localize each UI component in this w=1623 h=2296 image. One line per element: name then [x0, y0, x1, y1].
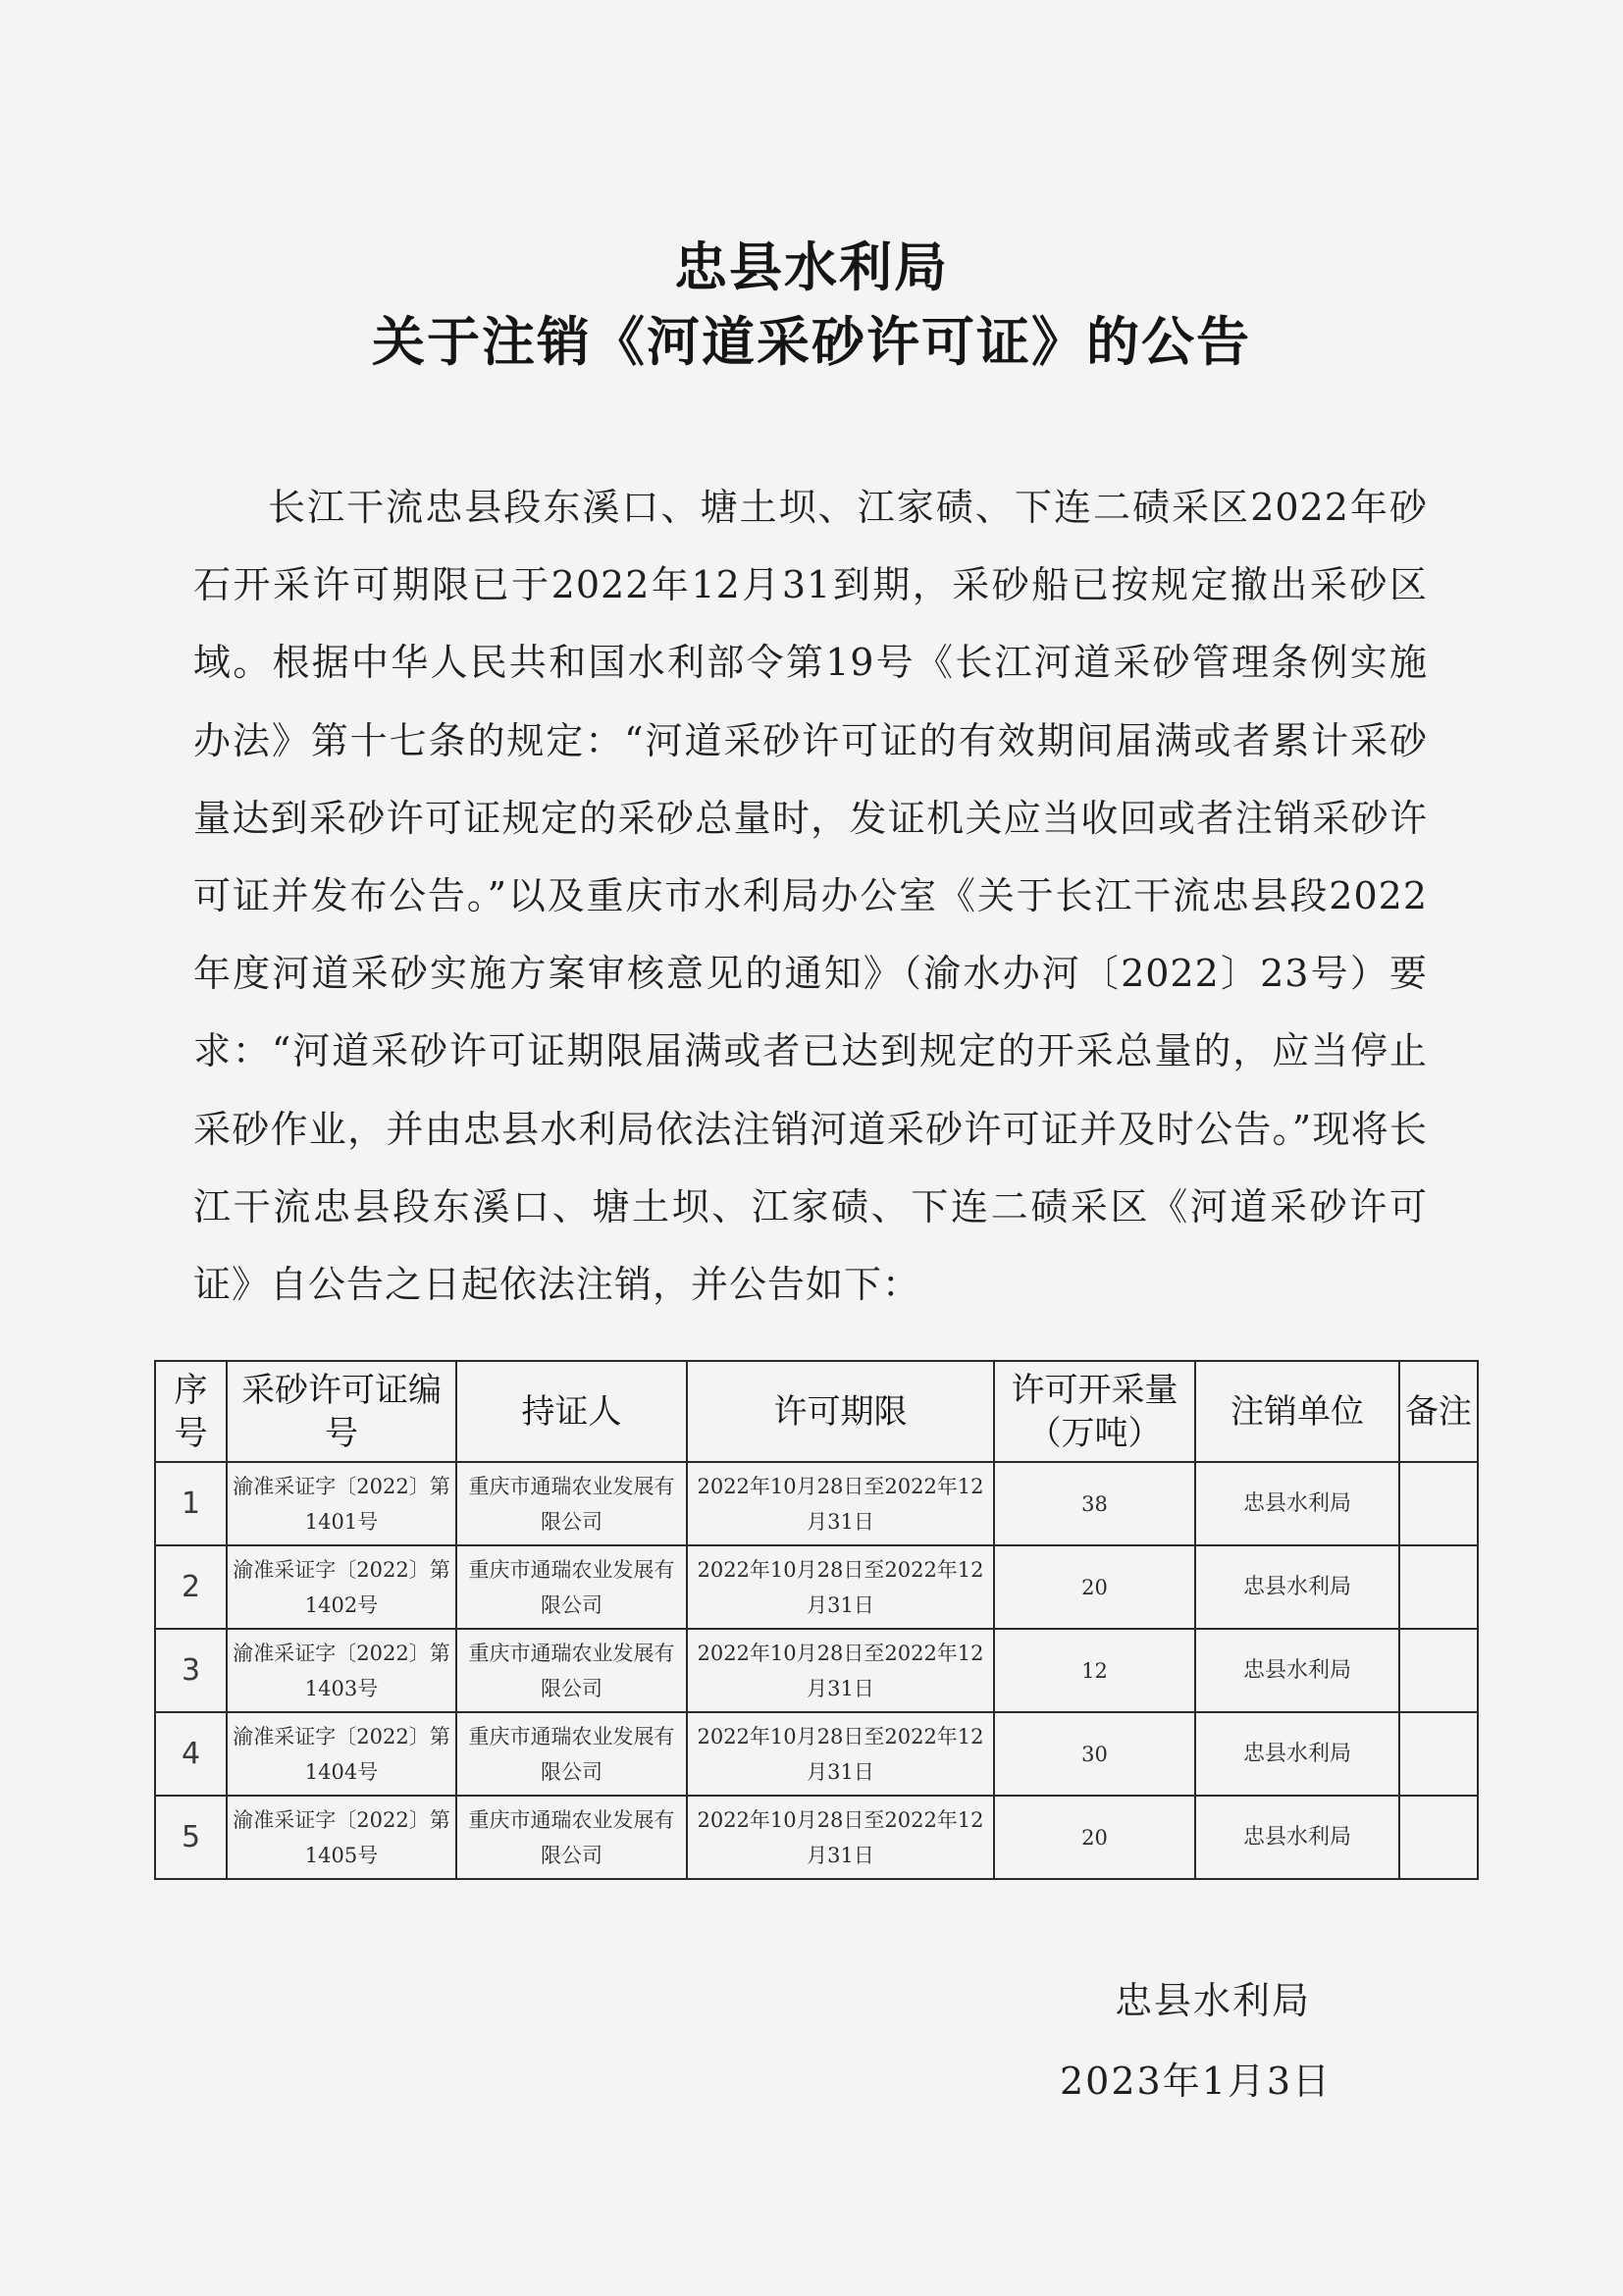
cell-permit-no: 渝准采证字〔2022〕第1401号 [227, 1462, 456, 1545]
cell-holder: 重庆市通瑞农业发展有限公司 [456, 1712, 687, 1796]
cell-holder: 重庆市通瑞农业发展有限公司 [456, 1462, 687, 1545]
cell-unit: 忠县水利局 [1195, 1796, 1399, 1879]
table-row [155, 1545, 1478, 1629]
cell-period: 2022年10月28日至2022年12月31日 [687, 1462, 994, 1545]
cell-holder: 重庆市通瑞农业发展有限公司 [456, 1796, 687, 1879]
cell-holder: 重庆市通瑞农业发展有限公司 [456, 1545, 687, 1629]
cell-seq: 1 [155, 1462, 227, 1545]
table-row [155, 1712, 1478, 1796]
cell-seq: 4 [155, 1712, 227, 1796]
cell-permit-no: 渝准采证字〔2022〕第1402号 [227, 1545, 456, 1629]
table-row [155, 1796, 1478, 1879]
cell-permit-no: 渝准采证字〔2022〕第1404号 [227, 1712, 456, 1796]
cell-seq: 3 [155, 1629, 227, 1712]
cell-period: 2022年10月28日至2022年12月31日 [687, 1629, 994, 1712]
cell-volume: 30 [994, 1712, 1195, 1796]
header-holder: 持证人 [456, 1361, 687, 1462]
header-volume: 许可开采量（万吨） [994, 1361, 1195, 1462]
header-seq: 序号 [155, 1361, 227, 1462]
permit-table [154, 1360, 1479, 1880]
cell-seq: 5 [155, 1796, 227, 1879]
document-title-line-2: 关于注销《河道采砂许可证》的公告 [372, 311, 1251, 373]
cell-volume: 12 [994, 1629, 1195, 1712]
cell-period: 2022年10月28日至2022年12月31日 [687, 1796, 994, 1879]
cell-permit-no: 渝准采证字〔2022〕第1403号 [227, 1629, 456, 1712]
table-row [155, 1462, 1478, 1545]
header-unit: 注销单位 [1195, 1361, 1399, 1462]
cell-volume: 20 [994, 1545, 1195, 1629]
cell-remark [1399, 1796, 1478, 1879]
cell-unit: 忠县水利局 [1195, 1712, 1399, 1796]
signature-date: 2023年1月3日 [1060, 2060, 1333, 2103]
cell-period: 2022年10月28日至2022年12月31日 [687, 1545, 994, 1629]
header-permit-no: 采砂许可证编号 [227, 1361, 456, 1462]
document-title-line-1: 忠县水利局 [674, 236, 949, 298]
cell-unit: 忠县水利局 [1195, 1629, 1399, 1712]
table-header-row [155, 1361, 1478, 1462]
cell-remark [1399, 1629, 1478, 1712]
cell-volume: 20 [994, 1796, 1195, 1879]
table-row [155, 1629, 1478, 1712]
cell-unit: 忠县水利局 [1195, 1545, 1399, 1629]
cell-remark [1399, 1712, 1478, 1796]
header-remark: 备注 [1399, 1361, 1478, 1462]
cell-permit-no: 渝准采证字〔2022〕第1405号 [227, 1796, 456, 1879]
announcement-body: 长江干流忠县段东溪口、塘土坝、江家碛、下连二碛采区2022年砂石开采许可期限已于2022年12月31到期，采砂船已按规定撤出采砂区域。根据中华人民共和国水利部令第19号《长江河道采砂管理条例实施办法》第十七条的规定：“河道采砂许可证的有效期间届满或者累计采砂量达到采砂许可证规定的采砂总量时，发证机关应当收回或者注销采砂许可证并发布公告。”以及重庆市水利局办公室《关于长江干流忠县段2022年度河道采砂实施方案审核意见的通知》（渝水办河〔2022〕23号）要求：“河道采砂许可证期限届满或者已达到规定的开采总量的，应当停止采砂作业，并由忠县水利局依法注销河道采砂许可证并及时公告。”现将长江干流忠县段东溪口、塘土坝、江家碛、下连二碛采区《河道采砂许可证》自公告之日起依法注销，并公告如下： [193, 486, 1428, 1307]
cell-period: 2022年10月28日至2022年12月31日 [687, 1712, 994, 1796]
signature-org: 忠县水利局 [1115, 1979, 1312, 2022]
header-period: 许可期限 [687, 1361, 994, 1462]
cell-volume: 38 [994, 1462, 1195, 1545]
cell-holder: 重庆市通瑞农业发展有限公司 [456, 1629, 687, 1712]
cell-remark [1399, 1462, 1478, 1545]
cell-unit: 忠县水利局 [1195, 1462, 1399, 1545]
cell-remark [1399, 1545, 1478, 1629]
cell-seq: 2 [155, 1545, 227, 1629]
